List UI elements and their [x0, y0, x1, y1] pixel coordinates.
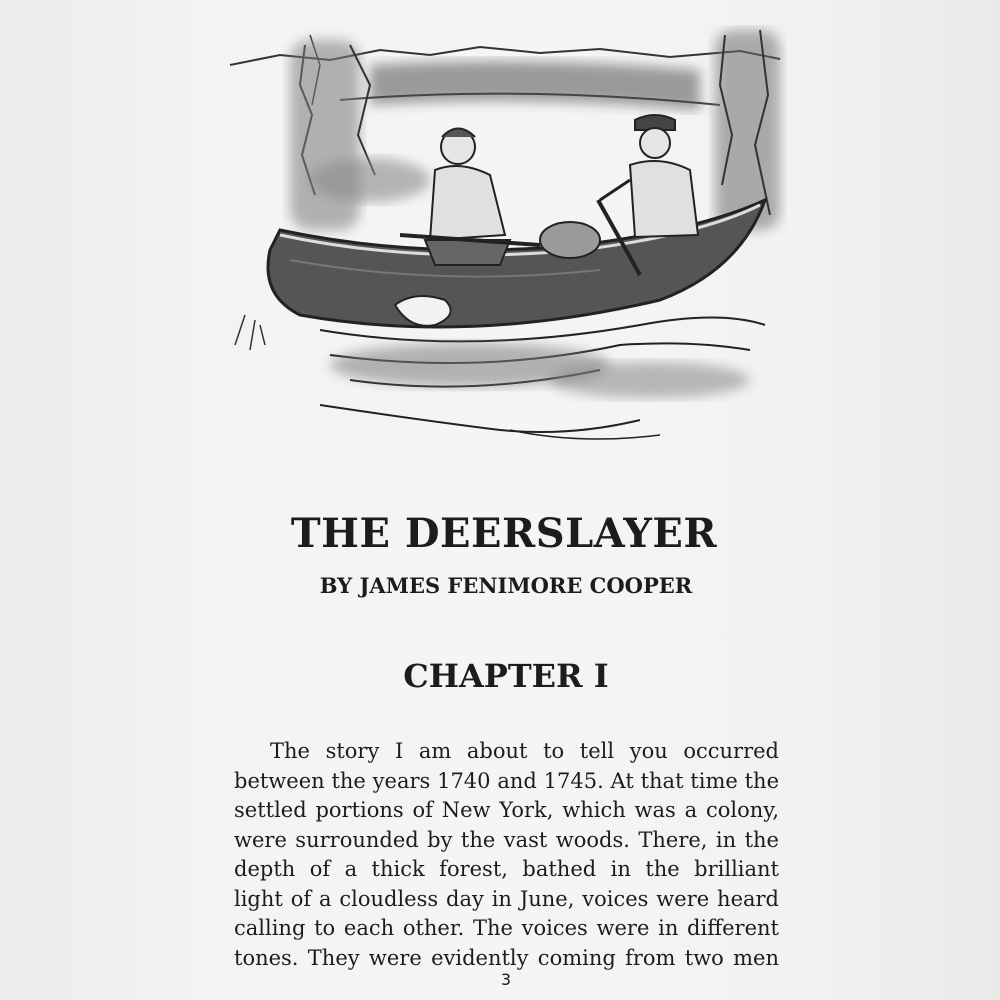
body-line: between the years 1740 and 1745. At that time the	[234, 768, 779, 793]
page-number: 3	[500, 970, 512, 989]
body-line: light of a cloudless day in June, voices were heard	[234, 886, 779, 911]
body-line: The story I am about to tell you occurred	[270, 739, 779, 763]
body-line: tones. They were evidently coming from two men	[234, 945, 779, 970]
chapter-heading: CHAPTER I	[403, 657, 609, 695]
body-line: depth of a thick forest, bathed in the brilliant	[234, 857, 779, 881]
chapter-body-text	[234, 737, 779, 973]
body-line: were surrounded by the vast woods. There, in the	[234, 827, 779, 852]
author-byline: BY JAMES FENIMORE COOPER	[319, 573, 693, 598]
body-line: calling to each other. The voices were in different	[234, 916, 779, 940]
body-line: settled portions of New York, which was a colony,	[234, 798, 779, 822]
canoe-illustration-icon	[220, 25, 790, 450]
book-title: THE DEERSLAYER	[290, 510, 718, 557]
